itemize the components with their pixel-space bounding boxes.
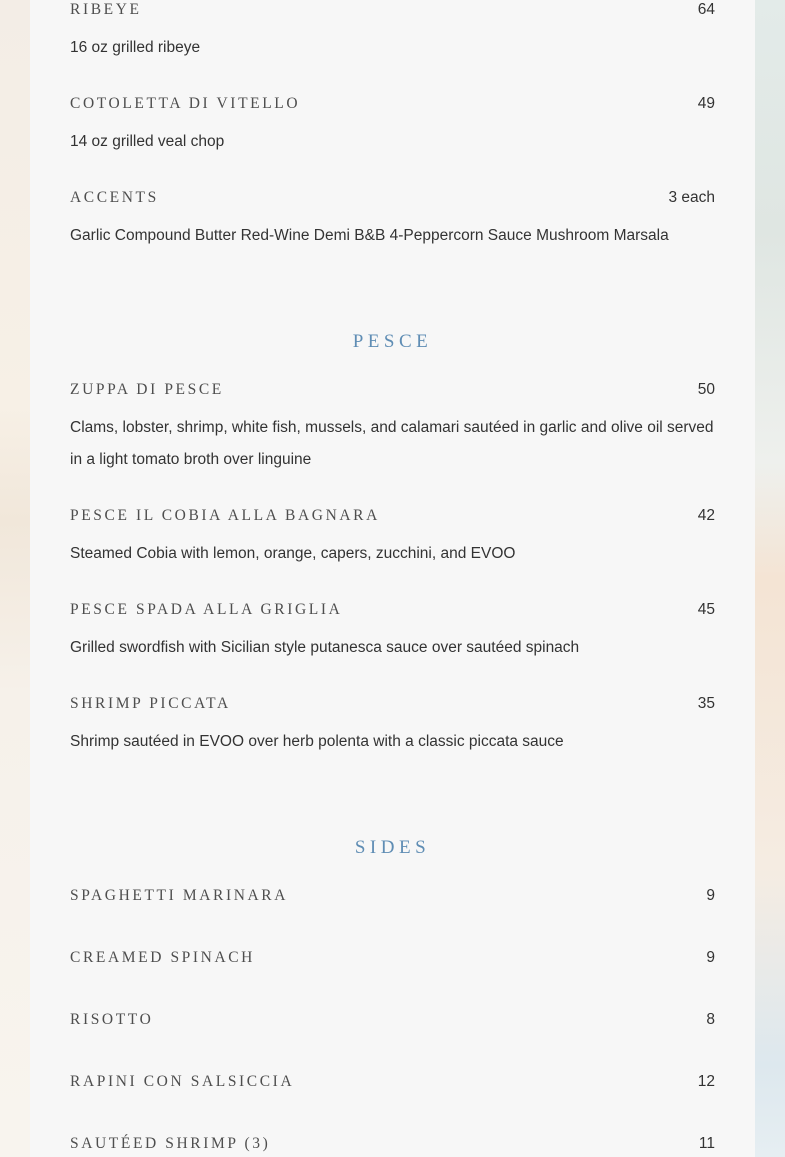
menu-item-zuppa-di-pesce [70, 380, 715, 470]
item-price: 9 [706, 949, 715, 966]
item-description: Shrimp sautéed in EVOO over herb polenta with a classic piccata sauce [70, 733, 564, 750]
menu-panel [30, 0, 755, 1157]
item-price: 64 [697, 1, 715, 18]
item-name: RAPINI CON SALSICCIA [70, 1073, 295, 1090]
item-description: 14 oz grilled veal chop [70, 133, 225, 150]
background-right-edge [755, 0, 785, 1157]
menu-item-rapini-con-salsiccia [70, 1072, 715, 1094]
item-description: Grilled swordfish with Sicilian style putanesca sauce over sautéed spinach [70, 639, 580, 656]
item-price: 50 [697, 381, 715, 398]
item-name: COTOLETTA DI VITELLO [70, 95, 301, 112]
menu-item-shrimp-piccata [70, 694, 715, 754]
menu-item-creamed-spinach [70, 948, 715, 970]
item-name: RISOTTO [70, 1011, 154, 1028]
item-price: 45 [697, 601, 715, 618]
item-name: SHRIMP PICCATA [70, 695, 231, 712]
menu-item-spaghetti-marinara [70, 886, 715, 908]
item-price: 3 each [668, 189, 715, 206]
menu-item-risotto [70, 1010, 715, 1032]
item-name: SAUTÉED SHRIMP (3) [70, 1135, 271, 1152]
item-name: SPAGHETTI MARINARA [70, 887, 289, 904]
item-price: 9 [706, 887, 715, 904]
item-description: Garlic Compound Butter Red-Wine Demi B&B 4-Peppercorn Sauce Mushroom Marsala [70, 227, 669, 244]
item-price: 49 [697, 95, 715, 112]
section-title-sides: SIDES [354, 837, 431, 858]
item-name: RIBEYE [70, 1, 142, 18]
item-price: 12 [697, 1073, 715, 1090]
item-name: ACCENTS [70, 189, 159, 206]
menu-item-sauteed-shrimp [70, 1134, 715, 1156]
item-price: 42 [697, 507, 715, 524]
menu-item-cotoletta [70, 94, 715, 154]
menu-item-pesce-spada [70, 600, 715, 660]
item-price: 8 [706, 1011, 715, 1028]
section-title-pesce: PESCE [352, 331, 433, 352]
item-price: 11 [698, 1135, 715, 1152]
item-name: PESCE SPADA ALLA GRIGLIA [70, 601, 343, 618]
item-name: PESCE IL COBIA ALLA BAGNARA [70, 507, 380, 524]
background-left-edge [0, 0, 30, 1157]
item-name: ZUPPA DI PESCE [70, 381, 224, 398]
item-description: Steamed Cobia with lemon, orange, capers, zucchini, and EVOO [70, 545, 516, 562]
menu-item-accents [70, 188, 715, 248]
item-price: 35 [697, 695, 715, 712]
menu-item-ribeye [70, 0, 715, 60]
menu-item-pesce-il-cobia [70, 506, 715, 566]
item-description: 16 oz grilled ribeye [70, 39, 201, 56]
item-description: Clams, lobster, shrimp, white fish, mussels, and calamari sautéed in garlic and olive oil served in a light tomato broth over linguine [70, 419, 714, 468]
item-name: CREAMED SPINACH [70, 949, 255, 966]
